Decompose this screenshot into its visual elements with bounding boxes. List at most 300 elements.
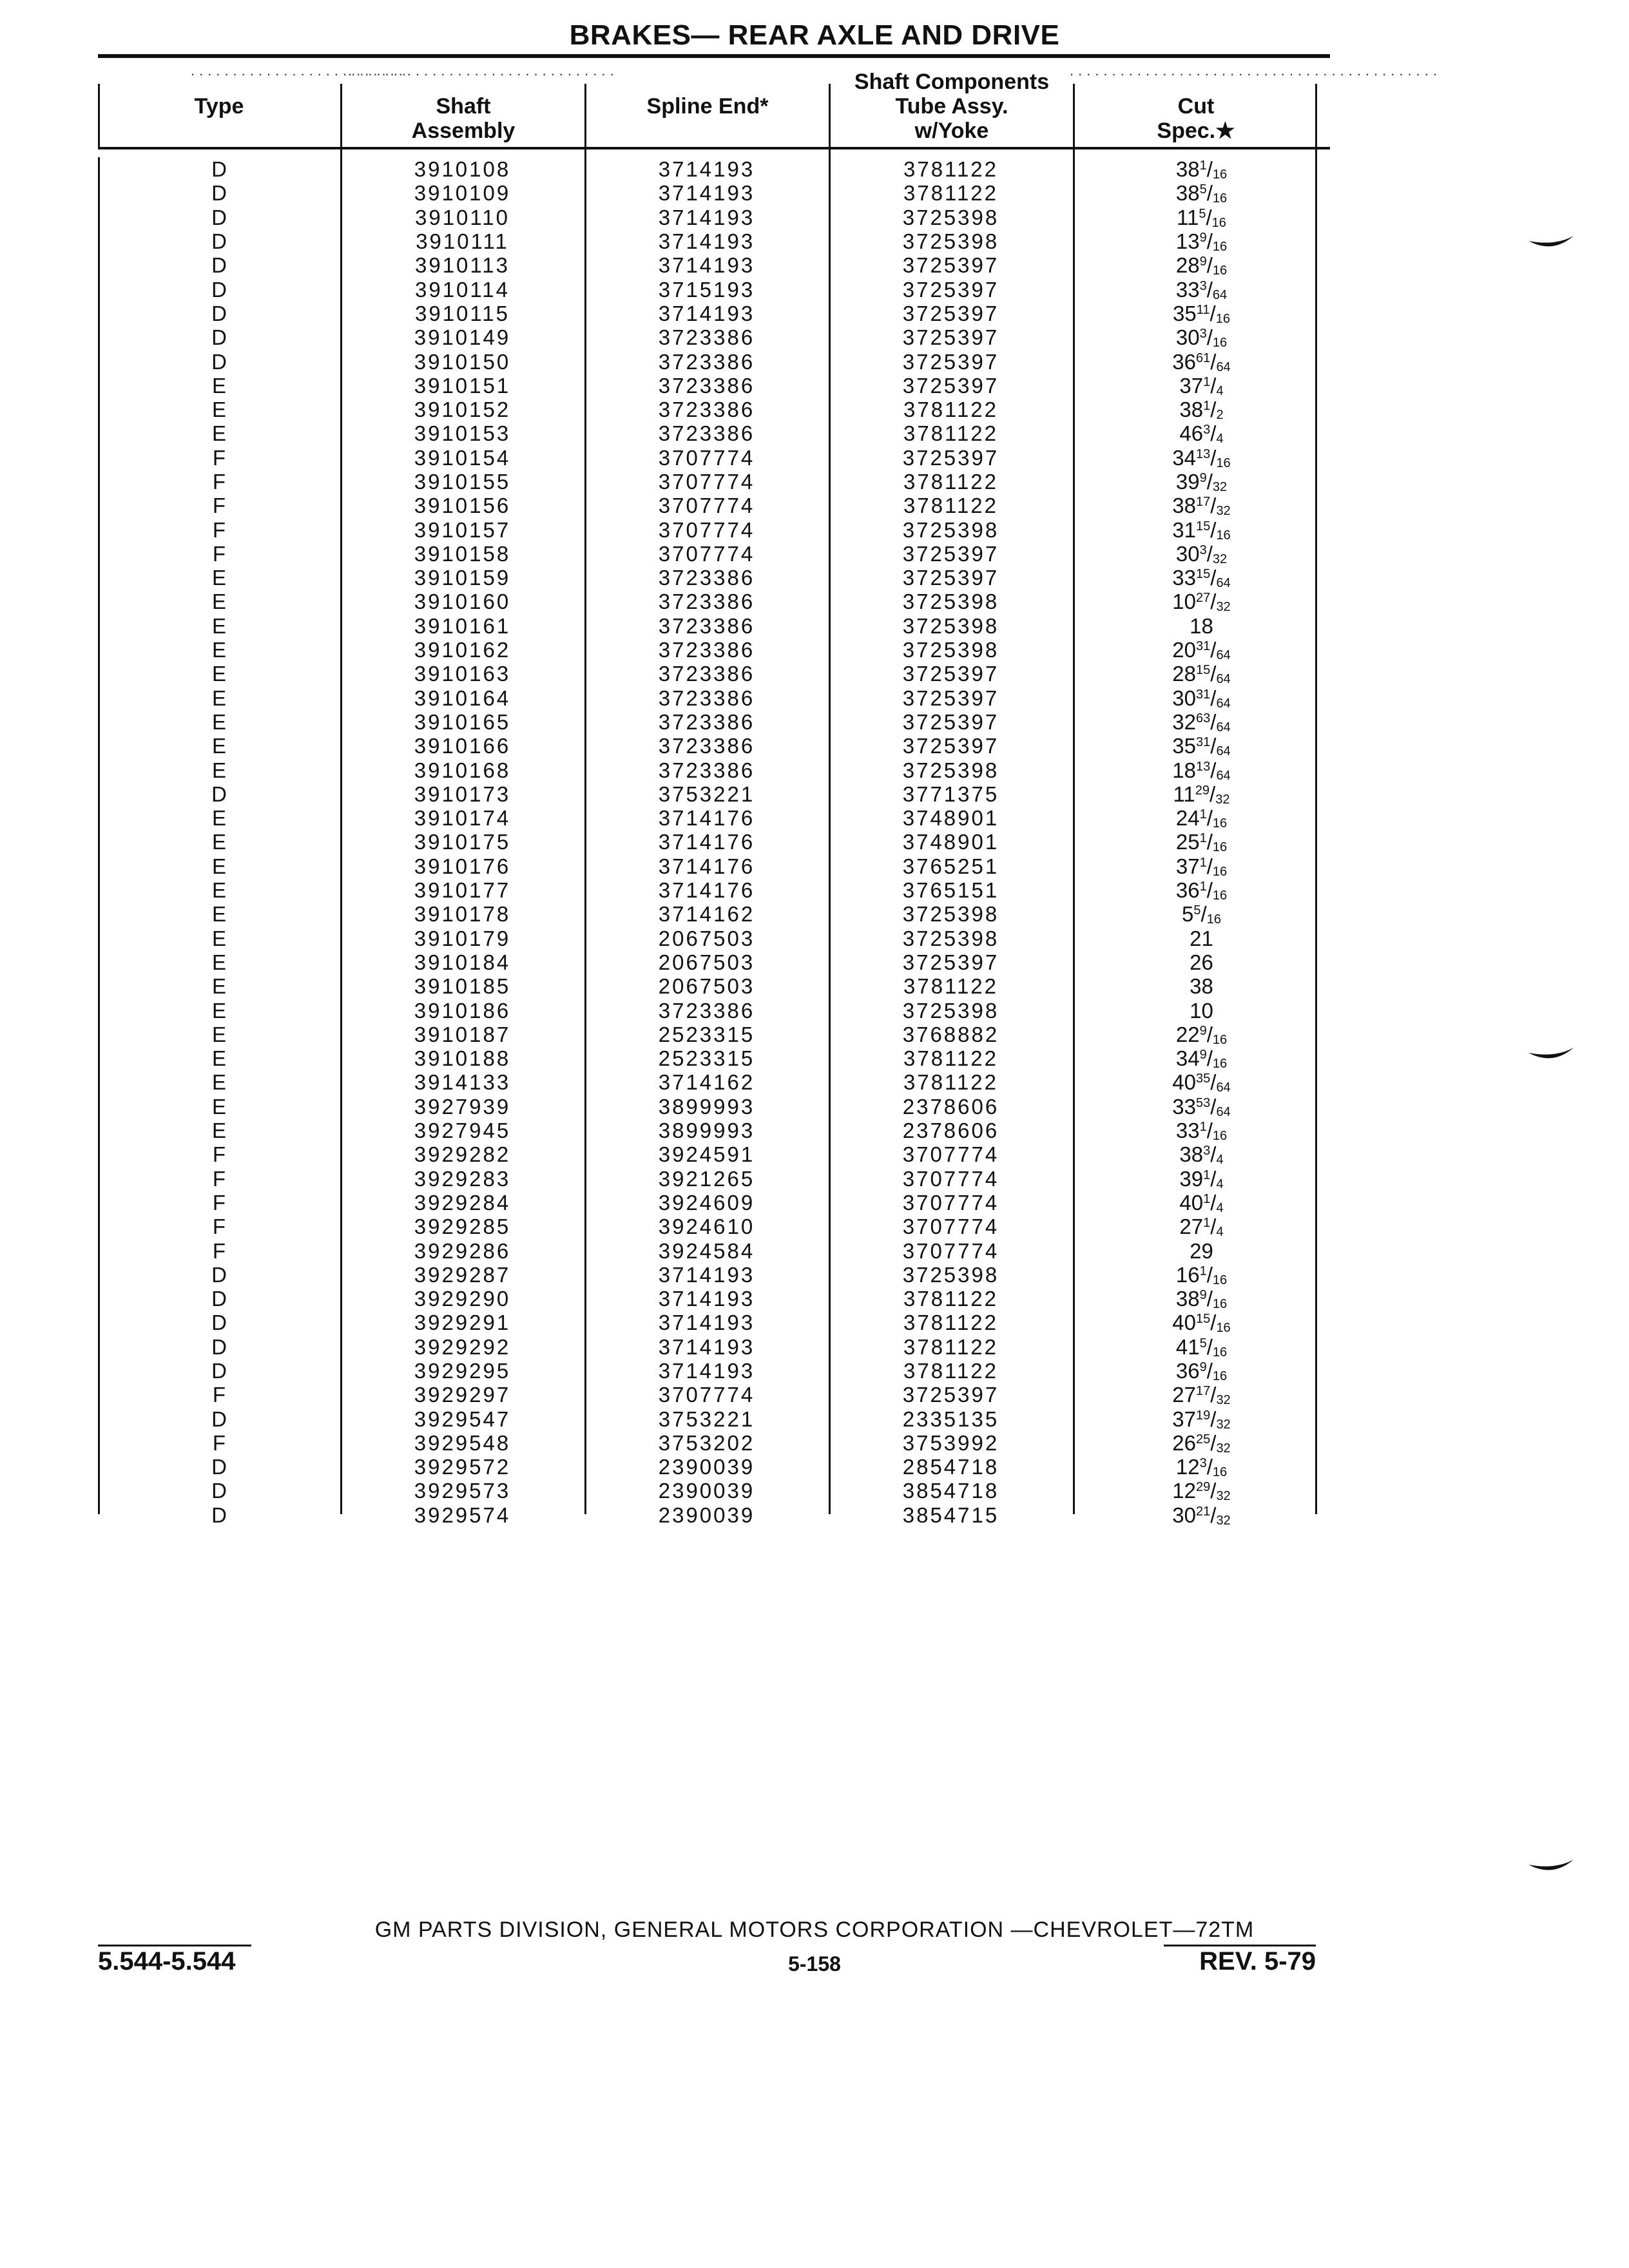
table-row	[98, 1215, 1330, 1238]
cell-tube-assy: 3725398	[902, 926, 999, 950]
cell-cut-spec: $40^{35}/_{64}$	[1172, 1070, 1231, 1095]
cell-cut-spec: $39^9/_{32}$	[1175, 470, 1228, 494]
cell-type: F	[212, 445, 226, 470]
cell-tube-assy: 3725397	[902, 541, 999, 566]
cell-cut-spec: $27^{17}/_{32}$	[1172, 1383, 1231, 1408]
cell-shaft-assembly: 3929574	[414, 1503, 511, 1527]
table-header	[98, 62, 1441, 147]
cell-type: E	[211, 854, 226, 878]
cell-cut-spec: $10^{27}/_{32}$	[1172, 590, 1231, 615]
cell-tube-assy: 3768882	[902, 1022, 999, 1046]
cell-shaft-assembly: 3910152	[414, 398, 511, 422]
cell-tube-assy: 3725397	[902, 349, 999, 374]
cell-shaft-assembly: 3910153	[414, 421, 511, 446]
cell-cut-spec: $41^5/_{16}$	[1175, 1334, 1228, 1360]
cell-shaft-assembly: 3910178	[414, 902, 511, 927]
cell-spline-end: 3924591	[658, 1142, 755, 1167]
cell-tube-assy: 3781122	[903, 1358, 999, 1383]
header-rule	[98, 147, 1330, 149]
cell-tube-assy: 3707774	[902, 1238, 999, 1263]
cell-tube-assy: 3781122	[903, 157, 999, 182]
cell-spline-end: 3707774	[658, 517, 755, 542]
cell-spline-end: 3714176	[658, 806, 755, 831]
cell-tube-assy: 3781122	[903, 1311, 999, 1335]
table-row	[98, 1166, 1330, 1190]
cell-tube-assy: 3725397	[902, 709, 999, 734]
cell-spline-end: 3753221	[658, 782, 755, 806]
cell-cut-spec: $30^{31}/_{64}$	[1172, 686, 1231, 711]
cell-shaft-assembly: 3910186	[414, 998, 511, 1023]
table-row	[98, 590, 1330, 613]
cell-tube-assy: 3781122	[903, 1334, 999, 1359]
cell-cut-spec: 38	[1190, 974, 1213, 999]
header-label: Assembly	[411, 119, 516, 143]
cell-shaft-assembly: 3910114	[414, 277, 510, 302]
cell-shaft-assembly: 3927945	[414, 1119, 511, 1143]
cell-type: D	[211, 301, 227, 325]
cell-spline-end: 3753202	[658, 1430, 755, 1455]
table-row	[98, 1479, 1330, 1503]
cell-spline-end: 3707774	[658, 445, 755, 470]
table-row	[98, 157, 1330, 181]
table-row	[98, 1311, 1330, 1334]
cell-cut-spec: $35^{31}/_{64}$	[1172, 734, 1231, 759]
cell-spline-end: 3714176	[658, 830, 755, 854]
table-row	[98, 1431, 1330, 1455]
cell-type: E	[211, 902, 226, 927]
cell-cut-spec: $27^1/_4$	[1179, 1215, 1224, 1240]
cell-tube-assy: 3725397	[902, 950, 999, 974]
cell-type: D	[211, 1358, 227, 1383]
cell-shaft-assembly: 3910154	[414, 445, 511, 470]
cell-type: F	[212, 541, 226, 566]
cell-cut-spec: $37^{19}/_{32}$	[1172, 1407, 1231, 1432]
cell-tube-assy: 3781122	[903, 470, 999, 494]
cell-shaft-assembly: 3910162	[414, 638, 511, 662]
cell-cut-spec: $40^{15}/_{16}$	[1172, 1311, 1231, 1336]
cell-spline-end: 3723386	[658, 734, 755, 758]
cell-tube-assy: 3725398	[902, 613, 999, 638]
cell-spline-end: 3753221	[658, 1407, 755, 1431]
table-row	[98, 854, 1330, 878]
header-label: Cut	[1177, 94, 1215, 119]
cell-shaft-assembly: 3910109	[414, 181, 511, 206]
cell-type: E	[211, 806, 226, 831]
cell-spline-end: 3899993	[658, 1094, 755, 1119]
cell-type: D	[211, 1407, 227, 1431]
binder-hole-mark	[1527, 1044, 1575, 1063]
table-row	[98, 1238, 1330, 1262]
cell-tube-assy: 3781122	[903, 398, 999, 422]
table-row	[98, 1023, 1330, 1046]
cell-cut-spec: 18	[1190, 613, 1213, 638]
cell-shaft-assembly: 3910175	[414, 830, 511, 854]
cell-type: D	[211, 1311, 227, 1335]
cell-cut-spec: $35^{11}/_{16}$	[1173, 301, 1230, 326]
cell-shaft-assembly: 3910174	[414, 806, 511, 831]
cell-type: F	[212, 517, 226, 542]
cell-spline-end: 3924584	[658, 1238, 755, 1263]
cell-type: F	[212, 1190, 226, 1215]
cell-shaft-assembly: 3929285	[414, 1215, 511, 1239]
table-row	[98, 734, 1330, 758]
cell-spline-end: 3714193	[658, 1262, 755, 1287]
cell-spline-end: 3707774	[658, 1383, 755, 1407]
cell-spline-end: 3714193	[658, 1287, 755, 1311]
table-row	[98, 710, 1330, 734]
cell-cut-spec: $24^1/_{16}$	[1175, 806, 1228, 831]
cell-cut-spec: $31^{15}/_{16}$	[1172, 517, 1231, 543]
cell-cut-spec: $33^3/_{64}$	[1175, 277, 1228, 302]
cell-cut-spec: 21	[1190, 926, 1213, 950]
cell-type: E	[211, 662, 226, 686]
cell-spline-end: 3714193	[658, 229, 755, 254]
cell-type: E	[211, 709, 226, 734]
cell-cut-spec: $38^5/_{16}$	[1175, 181, 1228, 206]
cell-spline-end: 3723386	[658, 638, 755, 662]
cell-type: F	[212, 1166, 226, 1191]
cell-spline-end: 2390039	[658, 1455, 755, 1479]
cell-shaft-assembly: 3929292	[414, 1334, 511, 1359]
cell-tube-assy: 3753992	[902, 1430, 999, 1455]
cell-type: E	[211, 1070, 226, 1095]
cell-type: E	[211, 1022, 226, 1046]
cell-cut-spec: $5^5/_{16}$	[1182, 902, 1221, 927]
cell-type: D	[211, 1479, 227, 1503]
cell-type: E	[211, 950, 226, 974]
cell-tube-assy: 3725398	[902, 590, 999, 614]
cell-spline-end: 3921265	[658, 1166, 755, 1191]
cell-type: D	[211, 1455, 227, 1479]
cell-cut-spec: $12^3/_{16}$	[1175, 1455, 1228, 1480]
cell-spline-end: 2390039	[658, 1479, 755, 1503]
cell-shaft-assembly: 3910149	[414, 325, 511, 350]
cell-spline-end: 2390039	[658, 1503, 755, 1527]
cell-shaft-assembly: 3910159	[414, 566, 511, 590]
cell-type: F	[212, 494, 226, 518]
cell-shaft-assembly: 3927939	[414, 1094, 511, 1119]
cell-spline-end: 3723386	[658, 590, 755, 614]
cell-type: E	[211, 421, 226, 446]
table-row	[98, 1070, 1330, 1094]
dot-leader: ..........................	[191, 62, 410, 79]
cell-cut-spec: $13^9/_{16}$	[1175, 229, 1228, 255]
cell-spline-end: 3714162	[658, 902, 755, 927]
cell-type: E	[211, 830, 226, 854]
cell-tube-assy: 3854718	[902, 1479, 999, 1503]
table-row	[98, 1095, 1330, 1119]
cell-shaft-assembly: 3910173	[414, 782, 511, 806]
cell-tube-assy: 2378606	[902, 1094, 999, 1119]
table-row	[98, 566, 1330, 590]
header-label: Spec.★	[1157, 119, 1235, 143]
table-row	[98, 421, 1330, 445]
cell-spline-end: 3924610	[658, 1215, 755, 1239]
cell-tube-assy: 3781122	[903, 1287, 999, 1311]
table-row	[98, 686, 1330, 710]
cell-type: E	[211, 758, 226, 782]
cell-type: D	[211, 253, 227, 278]
cell-tube-assy: 2854718	[902, 1455, 999, 1479]
cell-type: E	[211, 373, 226, 398]
cell-type: E	[211, 1119, 226, 1143]
table-row	[98, 974, 1330, 998]
cell-tube-assy: 2335135	[902, 1407, 999, 1431]
cell-tube-assy: 3725397	[902, 662, 999, 686]
cell-tube-assy: 3725397	[902, 566, 999, 590]
cell-cut-spec: 10	[1190, 998, 1213, 1023]
cell-cut-spec: $38^1/_{16}$	[1175, 157, 1228, 182]
cell-type: E	[211, 878, 226, 903]
cell-cut-spec: $38^9/_{16}$	[1175, 1287, 1228, 1312]
cell-spline-end: 3714193	[658, 181, 755, 206]
table-row	[98, 1119, 1330, 1142]
cell-type: E	[211, 974, 226, 999]
table-row	[98, 1191, 1330, 1215]
cell-tube-assy: 3707774	[902, 1166, 999, 1191]
cell-tube-assy: 3854715	[902, 1503, 999, 1527]
cell-shaft-assembly: 3929291	[414, 1311, 511, 1335]
header-shaft-assembly	[342, 62, 619, 147]
cell-tube-assy: 3725397	[902, 253, 999, 278]
cell-cut-spec: $28^{15}/_{64}$	[1172, 662, 1231, 687]
cell-spline-end: 2067503	[658, 926, 755, 950]
cell-type: D	[211, 181, 227, 206]
cell-cut-spec: $33^1/_{16}$	[1175, 1119, 1228, 1144]
cell-shaft-assembly: 3910157	[414, 517, 511, 542]
cell-shaft-assembly: 3929283	[414, 1166, 511, 1191]
cell-type: E	[211, 398, 226, 422]
cell-cut-spec: $40^1/_4$	[1179, 1190, 1224, 1215]
cell-shaft-assembly: 3910187	[414, 1022, 511, 1046]
cell-spline-end: 2523315	[658, 1046, 755, 1071]
header-label: Shaft	[436, 94, 491, 119]
table-row	[98, 277, 1330, 301]
table-row	[98, 446, 1330, 470]
cell-shaft-assembly: 3910188	[414, 1046, 511, 1071]
cell-type: D	[211, 1334, 227, 1359]
header-spline-end	[586, 64, 829, 147]
cell-type: D	[211, 1287, 227, 1311]
header-label: w/Yoke	[914, 119, 989, 143]
table-row	[98, 1263, 1330, 1287]
cell-cut-spec: $12^{29}/_{32}$	[1172, 1479, 1231, 1504]
cell-shaft-assembly: 3929572	[414, 1455, 511, 1479]
cell-spline-end: 3714193	[658, 157, 755, 182]
cell-shaft-assembly: 3929297	[414, 1383, 511, 1407]
cell-cut-spec: $34^{13}/_{16}$	[1172, 445, 1231, 470]
table-row	[98, 1046, 1330, 1070]
table-row	[98, 1142, 1330, 1166]
cell-type: F	[212, 1430, 226, 1455]
footer-revision: REV. 5-79	[1199, 1947, 1316, 1975]
cell-spline-end: 3723386	[658, 349, 755, 374]
table-row	[98, 998, 1330, 1022]
cell-shaft-assembly: 3929573	[414, 1479, 511, 1503]
table-row	[98, 1383, 1330, 1407]
cell-spline-end: 3715193	[658, 277, 755, 302]
cell-tube-assy: 3725398	[902, 902, 999, 927]
cell-spline-end: 3707774	[658, 494, 755, 518]
cell-cut-spec: 29	[1190, 1238, 1213, 1263]
cell-shaft-assembly: 3929282	[414, 1142, 511, 1167]
cell-shaft-assembly: 3910161	[414, 613, 511, 638]
cell-tube-assy: 3781122	[903, 421, 999, 446]
cell-cut-spec: $30^3/_{16}$	[1175, 325, 1228, 351]
table-row	[98, 614, 1330, 638]
table-row	[98, 1503, 1330, 1527]
header-tube-assy	[831, 64, 1073, 147]
cell-tube-assy: 3725397	[902, 686, 999, 710]
parts-table-body	[98, 157, 1330, 1527]
cell-cut-spec: $34^9/_{16}$	[1175, 1046, 1228, 1072]
cell-spline-end: 3707774	[658, 541, 755, 566]
cell-spline-end: 3723386	[658, 398, 755, 422]
cell-spline-end: 3723386	[658, 421, 755, 446]
cell-tube-assy: 3765151	[902, 878, 999, 903]
cell-shaft-assembly: 3910151	[414, 373, 511, 398]
cell-cut-spec: $38^1/_2$	[1179, 398, 1224, 423]
cell-shaft-assembly: 3929295	[414, 1358, 511, 1383]
cell-type: D	[211, 205, 227, 229]
cell-cut-spec: $36^9/_{16}$	[1175, 1358, 1228, 1383]
cell-shaft-assembly: 3910113	[414, 253, 510, 278]
cell-cut-spec: $25^1/_{16}$	[1175, 830, 1228, 855]
cell-tube-assy: 3725397	[902, 325, 999, 350]
cell-tube-assy: 3707774	[902, 1142, 999, 1167]
cell-tube-assy: 3781122	[903, 494, 999, 518]
table-left-border	[98, 84, 100, 147]
cell-cut-spec: $11^5/_{16}$	[1177, 205, 1226, 230]
table-row	[98, 927, 1330, 950]
cell-tube-assy: 3781122	[903, 1070, 999, 1095]
cell-tube-assy: 3725397	[902, 277, 999, 302]
cell-spline-end: 3723386	[658, 998, 755, 1023]
table-row	[98, 638, 1330, 662]
cell-type: E	[211, 566, 226, 590]
cell-shaft-assembly: 3929547	[414, 1407, 511, 1431]
cell-type: D	[211, 782, 227, 806]
footer-rule-right	[1164, 1945, 1316, 1946]
cell-shaft-assembly: 3914133	[414, 1070, 511, 1095]
cell-spline-end: 3723386	[658, 566, 755, 590]
footer-publisher: GM PARTS DIVISION, GENERAL MOTORS CORPORATION —CHEVROLET—72TM	[374, 1917, 1255, 1942]
cell-type: E	[211, 1046, 226, 1071]
cell-type: D	[211, 325, 227, 350]
header-label: Type	[194, 94, 244, 119]
cell-shaft-assembly: 3929286	[414, 1238, 511, 1263]
cell-shaft-assembly: 3910166	[414, 734, 511, 758]
cell-type: E	[211, 686, 226, 710]
title-rule	[98, 54, 1330, 58]
cell-shaft-assembly: 3910164	[414, 686, 511, 710]
table-row	[98, 806, 1330, 830]
cell-type: F	[212, 1142, 226, 1167]
cell-spline-end: 3714193	[658, 301, 755, 325]
cell-type: D	[211, 229, 227, 254]
cell-type: E	[211, 638, 226, 662]
table-row	[98, 1287, 1330, 1311]
cell-shaft-assembly: 3910108	[414, 157, 511, 182]
table-row	[98, 229, 1330, 253]
footer-page-number: 5-158	[788, 1952, 841, 1975]
cell-tube-assy: 3707774	[902, 1190, 999, 1215]
cell-tube-assy: 3725398	[902, 998, 999, 1023]
table-row	[98, 950, 1330, 974]
cell-cut-spec: $26^{25}/_{32}$	[1172, 1430, 1231, 1456]
cell-spline-end: 3714193	[658, 253, 755, 278]
cell-spline-end: 3723386	[658, 325, 755, 350]
cell-cut-spec: $16^1/_{16}$	[1175, 1262, 1228, 1287]
cell-spline-end: 3714162	[658, 1070, 755, 1095]
cell-shaft-assembly: 3929287	[414, 1262, 511, 1287]
header-label: Tube Assy.	[895, 94, 1008, 119]
cell-spline-end: 3723386	[658, 709, 755, 734]
header-label: Spline End*	[646, 94, 769, 119]
header-cut-spec	[1075, 64, 1317, 147]
cell-spline-end: 3714193	[658, 1358, 755, 1383]
page-title: BRAKES— REAR AXLE AND DRIVE	[569, 19, 1060, 51]
cell-type: E	[211, 1094, 226, 1119]
cell-tube-assy: 3781122	[903, 1046, 999, 1071]
cell-shaft-assembly: 3910155	[414, 470, 511, 494]
cell-spline-end: 3723386	[658, 758, 755, 782]
cell-cut-spec: $36^1/_{16}$	[1175, 878, 1228, 903]
table-row	[98, 1407, 1330, 1430]
cell-tube-assy: 3725397	[902, 734, 999, 758]
cell-spline-end: 3714176	[658, 878, 755, 903]
group-header-shaft-components: Shaft Components	[854, 70, 1050, 94]
cell-cut-spec: $20^{31}/_{64}$	[1172, 638, 1231, 663]
cell-type: D	[211, 1503, 227, 1527]
binder-hole-mark	[1527, 1856, 1575, 1875]
cell-tube-assy: 2378606	[902, 1119, 999, 1143]
header-type	[98, 62, 410, 147]
cell-cut-spec: $37^1/_4$	[1179, 373, 1224, 398]
cell-tube-assy: 3771375	[902, 782, 999, 806]
cell-type: E	[211, 590, 226, 614]
cell-cut-spec: 26	[1190, 950, 1213, 974]
dot-leader: ................................	[348, 62, 619, 79]
footer-rule-left	[98, 1945, 251, 1946]
cell-shaft-assembly: 3910163	[414, 662, 511, 686]
cell-tube-assy: 3707774	[902, 1215, 999, 1239]
table-row	[98, 1335, 1330, 1359]
cell-tube-assy: 3765251	[902, 854, 999, 878]
table-row	[98, 517, 1330, 541]
cell-tube-assy: 3725398	[902, 517, 999, 542]
dot-leader: ............................................	[1070, 62, 1441, 79]
cell-tube-assy: 3748901	[902, 830, 999, 854]
table-row	[98, 542, 1330, 566]
table-row	[98, 830, 1330, 854]
cell-type: E	[211, 998, 226, 1023]
table-row	[98, 206, 1330, 229]
table-row	[98, 398, 1330, 421]
cell-spline-end: 3714193	[658, 1311, 755, 1335]
cell-shaft-assembly: 3910177	[414, 878, 511, 903]
cell-type: D	[211, 1262, 227, 1287]
cell-spline-end: 3707774	[658, 470, 755, 494]
cell-tube-assy: 3725397	[902, 445, 999, 470]
table-row	[98, 470, 1330, 494]
cell-shaft-assembly: 3910179	[414, 926, 511, 950]
table-row	[98, 302, 1330, 325]
cell-shaft-assembly: 3929290	[414, 1287, 511, 1311]
cell-tube-assy: 3725398	[902, 229, 999, 254]
cell-tube-assy: 3725397	[902, 1383, 999, 1407]
cell-spline-end: 3723386	[658, 686, 755, 710]
